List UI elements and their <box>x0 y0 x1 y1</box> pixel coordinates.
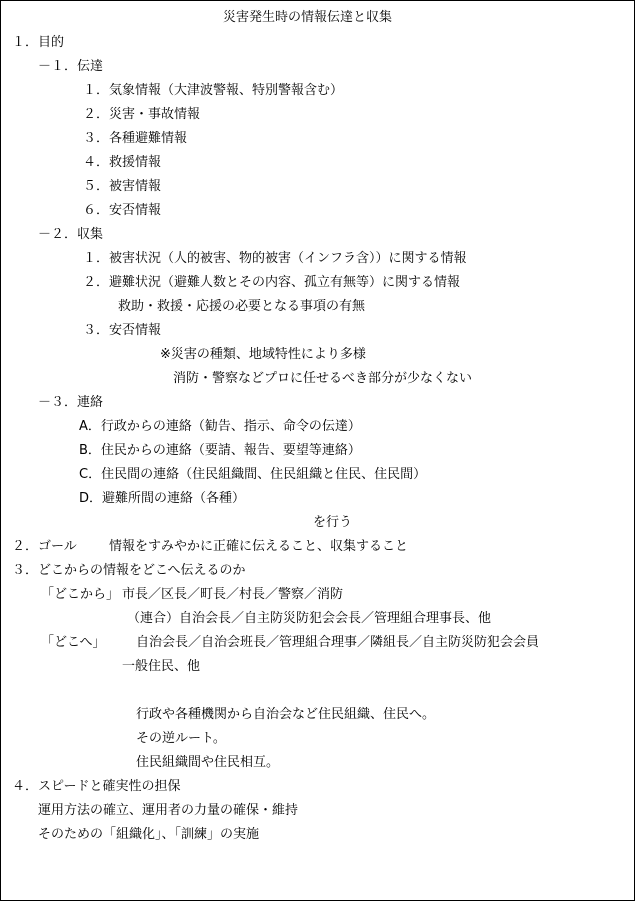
list-item: ２．災害・事故情報 <box>83 107 201 122</box>
flow-line: 行政や各種機関から自治会など住民組織、住民へ。 <box>136 707 436 722</box>
list-item: ３．各種避難情報 <box>83 131 188 146</box>
section-2-text: 情報をすみやかに正確に伝えること、収集すること <box>109 539 409 554</box>
note-line: 消防・警察などプロに任せるべき部分が少なくない <box>173 371 473 386</box>
list-item: B．住民からの連絡（要請、報告、要望等連絡） <box>79 443 361 458</box>
list-item: ５．被害情報 <box>83 179 162 194</box>
to-label: 「どこへ」 <box>41 635 106 650</box>
section-4-line: 運用方法の確立、運用者の力量の確保・維持 <box>38 803 299 818</box>
list-item: C．住民間の連絡（住民組織間、住民組織と住民、住民間） <box>79 467 427 482</box>
list-item-continuation: 救助・救援・応援の必要となる事項の有無 <box>118 299 366 314</box>
section-1-3-heading: －３．連絡 <box>38 395 104 410</box>
from-text-continuation: （連合）自治会長／自主防災防犯会会長／管理組合理事長、他 <box>127 611 492 626</box>
section-1-1-heading: －１．伝達 <box>38 59 104 74</box>
section-3-heading: ３．どこからの情報をどこへ伝えるのか <box>12 563 246 578</box>
section-1-2-heading: －２．収集 <box>38 227 104 242</box>
flow-line: 住民組織間や住民相互。 <box>136 755 280 770</box>
section-4-line: そのための「組織化」、「訓練」の実施 <box>38 827 260 842</box>
note-line: ※災害の種類、地域特性により多様 <box>160 347 366 362</box>
trailing-text: を行う <box>313 515 353 530</box>
list-item: ３．安否情報 <box>83 323 162 338</box>
flow-line: その逆ルート。 <box>136 731 226 746</box>
to-text: 自治会長／自治会班長／管理組合理事／隣組長／自主防災防犯会会員 <box>136 635 540 650</box>
list-item: ６．安否情報 <box>83 203 162 218</box>
document-title: 災害発生時の情報伝達と収集 <box>223 10 393 25</box>
list-item: １．気象情報（大津波警報、特別警報含む） <box>83 83 344 98</box>
section-2-heading: ２．ゴール <box>12 539 77 554</box>
section-1-heading: １．目的 <box>12 35 65 50</box>
list-item: １．被害状況（人的被害、物的被害（インフラ含））に関する情報 <box>83 251 467 266</box>
from-label: 「どこから」 <box>41 587 120 602</box>
section-4-heading: ４．スピードと確実性の担保 <box>12 779 181 794</box>
to-text-continuation: 一般住民、他 <box>122 659 201 674</box>
list-item: A．行政からの連絡（勧告、指示、命令の伝達） <box>79 419 361 434</box>
list-item: ４．救援情報 <box>83 155 162 170</box>
list-item: D．避難所間の連絡（各種） <box>79 491 246 506</box>
from-text: 市長／区長／町長／村長／警察／消防 <box>122 587 344 602</box>
list-item: ２．避難状況（避難人数とその内容、孤立有無等）に関する情報 <box>83 275 461 290</box>
